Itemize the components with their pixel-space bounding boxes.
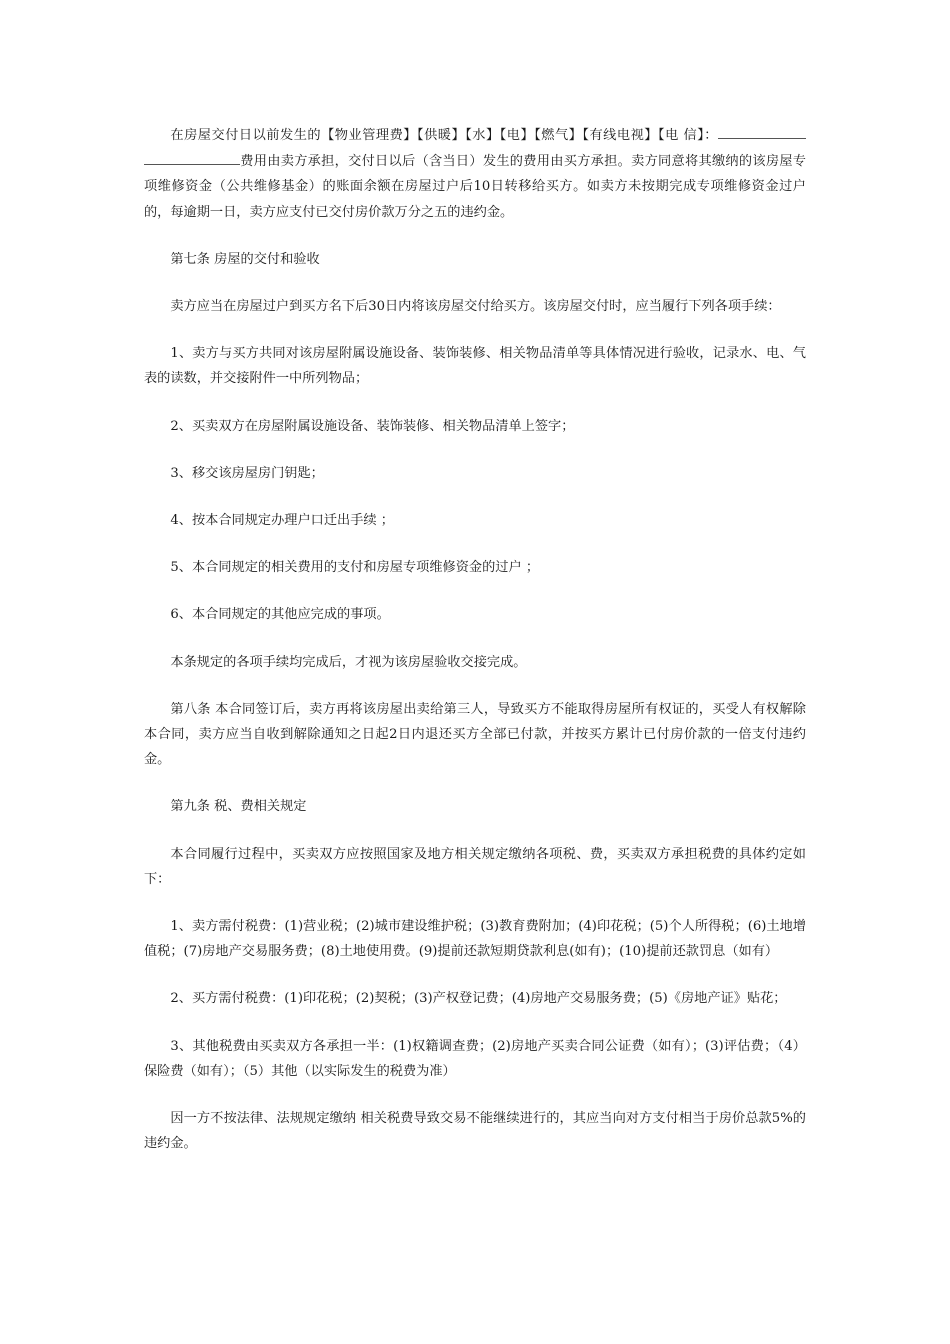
delivery-item-4: 4、按本合同规定办理户口迁出手续 ； xyxy=(170,513,394,529)
article-9-title: 第九条 税、费相关规定 xyxy=(170,799,307,815)
tax-item-1: 1、卖方需付税费：(1)营业税；(2)城市建设维护税；(3)教育费附加；(4)印花税；(5)个人所得税；(6)土地增值税；(7)房地产交易服务费；(8)土地使用费。(9)提前还款短期贷款利息(如有)；(10)提前还款罚息（如有） xyxy=(144,919,806,960)
delivery-item-3: 3、移交该房屋房门钥匙； xyxy=(170,465,324,481)
article-8-paragraph: 第八条 本合同签订后，卖方再将该房屋出卖给第三人，导致买方不能取得房屋所有权证的，买受人有权解除本合同，卖方应当自收到解除通知之日起2日内退还买方全部已付款，并按买方累计已付房价款的一倍支付违约金。 xyxy=(144,701,806,768)
tax-item-3: 3、其他税费由买卖双方各承担一半：(1)权籍调查费；(2)房地产买卖合同公证费（如有）；(3)评估费；（4）保险费（如有）；（5）其他（以实际发生的税费为准） xyxy=(144,1038,806,1079)
delivery-paragraph: 卖方应当在房屋过户到买方名下后30日内将该房屋交付给买方。该房屋交付时，应当履行下列各项手续： xyxy=(170,299,781,315)
fees-paragraph-lead: 在房屋交付日以前发生的【物业管理费】【供暖】【水】【电】【燃气】【有线电视】【电 信】： xyxy=(170,128,718,143)
delivery-item-5: 5、本合同规定的相关费用的支付和房屋专项维修资金的过户 ； xyxy=(170,560,540,576)
fees-paragraph-rest: 费用由卖方承担，交付日以后（含当日）发生的费用由买方承担。卖方同意将其缴纳的该房屋专项维修资金（公共维修基金）的账面余额在房屋过户后10日转移给买方。如卖方未按期完成专项维修资金过户的，每逾期一日，卖方应支付已交付房价款万分之五的违约金。 xyxy=(144,154,806,220)
penalty-paragraph: 因一方不按法律、法规规定缴纳 相关税费导致交易不能继续进行的，其应当向对方支付相当于房价总款5%的违约金。 xyxy=(144,1111,806,1152)
fill-in-blank xyxy=(144,148,240,165)
delivery-item-6: 6、本合同规定的其他应完成的事项。 xyxy=(170,607,390,623)
delivery-item-1: 1、卖方与买方共同对该房屋附属设施设备、装饰装修、相关物品清单等具体情况进行验收，记录水、电、气表的读数，并交接附件一中所列物品； xyxy=(144,346,806,387)
fees-paragraph xyxy=(144,122,806,225)
fill-in-blank xyxy=(718,122,806,139)
article-7-title: 第七条 房屋的交付和验收 xyxy=(170,251,320,267)
delivery-item-2: 2、买卖双方在房屋附属设施设备、装饰装修、相关物品清单上签字； xyxy=(170,418,575,434)
tax-intro-paragraph: 本合同履行过程中，买卖双方应按照国家及地方相关规定缴纳各项税、费，买卖双方承担税费的具体约定如下： xyxy=(144,846,806,887)
tax-item-2: 2、买方需付税费：(1)印花税；(2)契税；(3)产权登记费；(4)房地产交易服务费；(5)《房地产证》贴花； xyxy=(170,991,787,1007)
contract-page xyxy=(144,122,806,1178)
completion-paragraph: 本条规定的各项手续均完成后，才视为该房屋验收交接完成。 xyxy=(170,654,527,670)
